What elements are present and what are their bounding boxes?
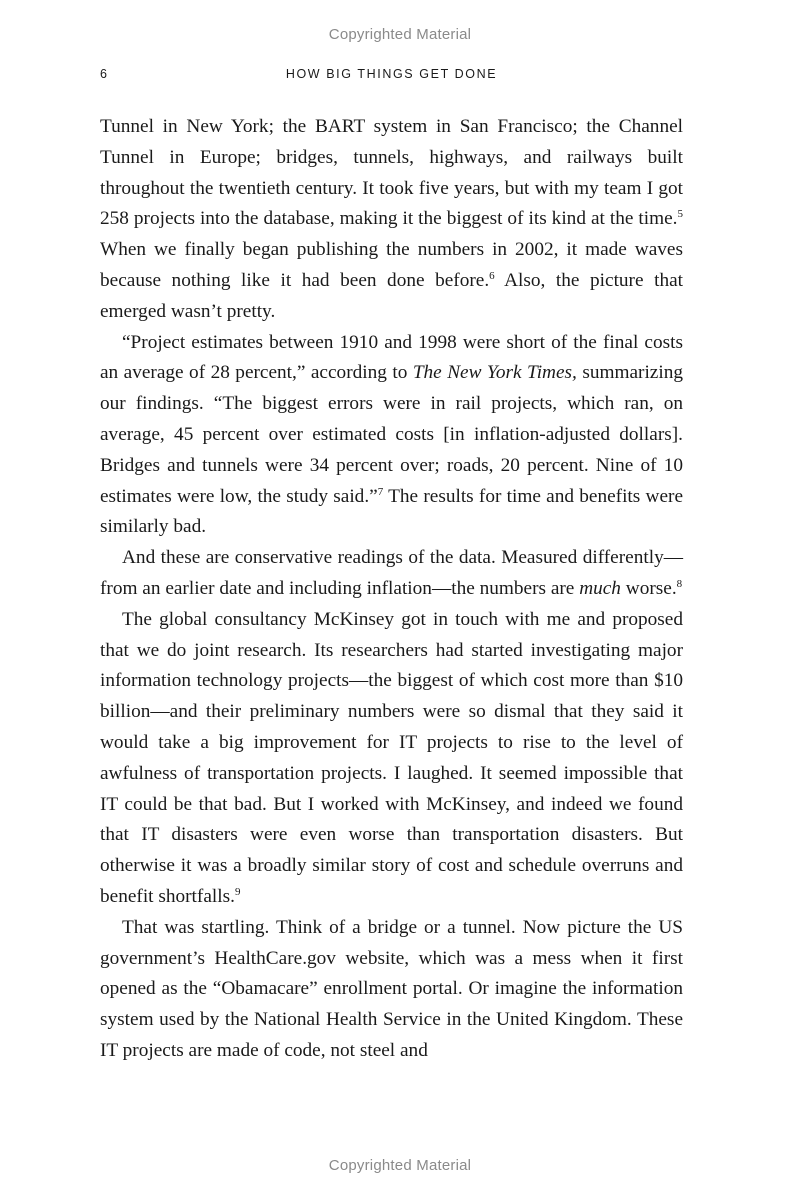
paragraph-text: Also, the picture that emerged wasn’t pretty. (100, 269, 683, 322)
paragraph-text: The global consultancy McKinsey got in touch with me and proposed that we do joint research. Its researchers had started investigating major information technology projects—the biggest of which cost more than $10 billion—and their preliminary numbers were so dismal that they said it would take a big improvement for IT projects to rise to the level of awfulness of transportation projects. I laughed. It seemed impossible that IT could be that bad. But I worked with McKinsey, and indeed we found that IT disasters were even worse than transportation disasters. But otherwise it was a broadly similar story of cost and schedule overruns and benefit shortfalls. (100, 608, 683, 907)
footnote-ref: 5 (677, 208, 683, 221)
paragraph-text: And these are conservative readings of the data. Measured differently—from an earlier date and including inflation—the numbers are (100, 547, 683, 599)
footnote-ref: 8 (676, 577, 683, 590)
copyright-watermark-top: Copyrighted Material (328, 26, 472, 43)
paragraph (100, 328, 683, 544)
paragraph (100, 543, 683, 605)
paragraph-text: Tunnel in New York; the BART system in San Francisco; the Channel Tunnel in Europe; bridges, tunnels, highways, and railways built throughout the twentieth century. It took five years, but with my team I got 258 projects into the database, making it the biggest of its kind at the time. (100, 116, 683, 230)
footnote-ref: 9 (234, 885, 241, 898)
paragraph-text: worse. (620, 577, 677, 599)
footnote-ref: 7 (377, 485, 384, 498)
paragraph-text: That was startling. Think of a bridge or a tunnel. Now picture the US government’s HealthCare.gov website, which was a mess when it first opened as the “Obamacare” enrollment portal. Or imagine the information system used by the National Health Service in the United Kingdom. These IT projects are made of code, not steel and (100, 916, 683, 1061)
italic-text: The New York Times, (412, 362, 577, 384)
paragraph-text: When we finally began publishing the numbers in 2002, it made waves because nothing like it had been done before. (100, 239, 683, 291)
body-text (100, 112, 683, 1067)
copyright-watermark-bottom: Copyrighted Material (328, 1157, 472, 1174)
paragraph (100, 112, 683, 328)
paragraph-text: summarizing our findings. “The biggest errors were in rail projects, which ran, on average, 45 percent over estimated costs [in inflation-adjusted dollars]. Bridges and tunnels were 34 percent over; roads, 20 percent. Nine of 10 estimates were low, the study said.” (100, 362, 684, 507)
book-title: HOW BIG THINGS GET DONE (285, 67, 498, 81)
page-number: 6 (100, 67, 109, 81)
running-header (100, 67, 683, 87)
paragraph (100, 605, 683, 913)
footnote-ref: 6 (489, 269, 495, 282)
paragraph (100, 913, 683, 1067)
paragraph-text: The results for time and benefits were similarly bad. (100, 485, 683, 538)
paragraph-text: “Project estimates between 1910 and 1998 were short of the final costs an average of 28 percent,” according to (100, 331, 683, 384)
italic-text: much (579, 577, 621, 599)
